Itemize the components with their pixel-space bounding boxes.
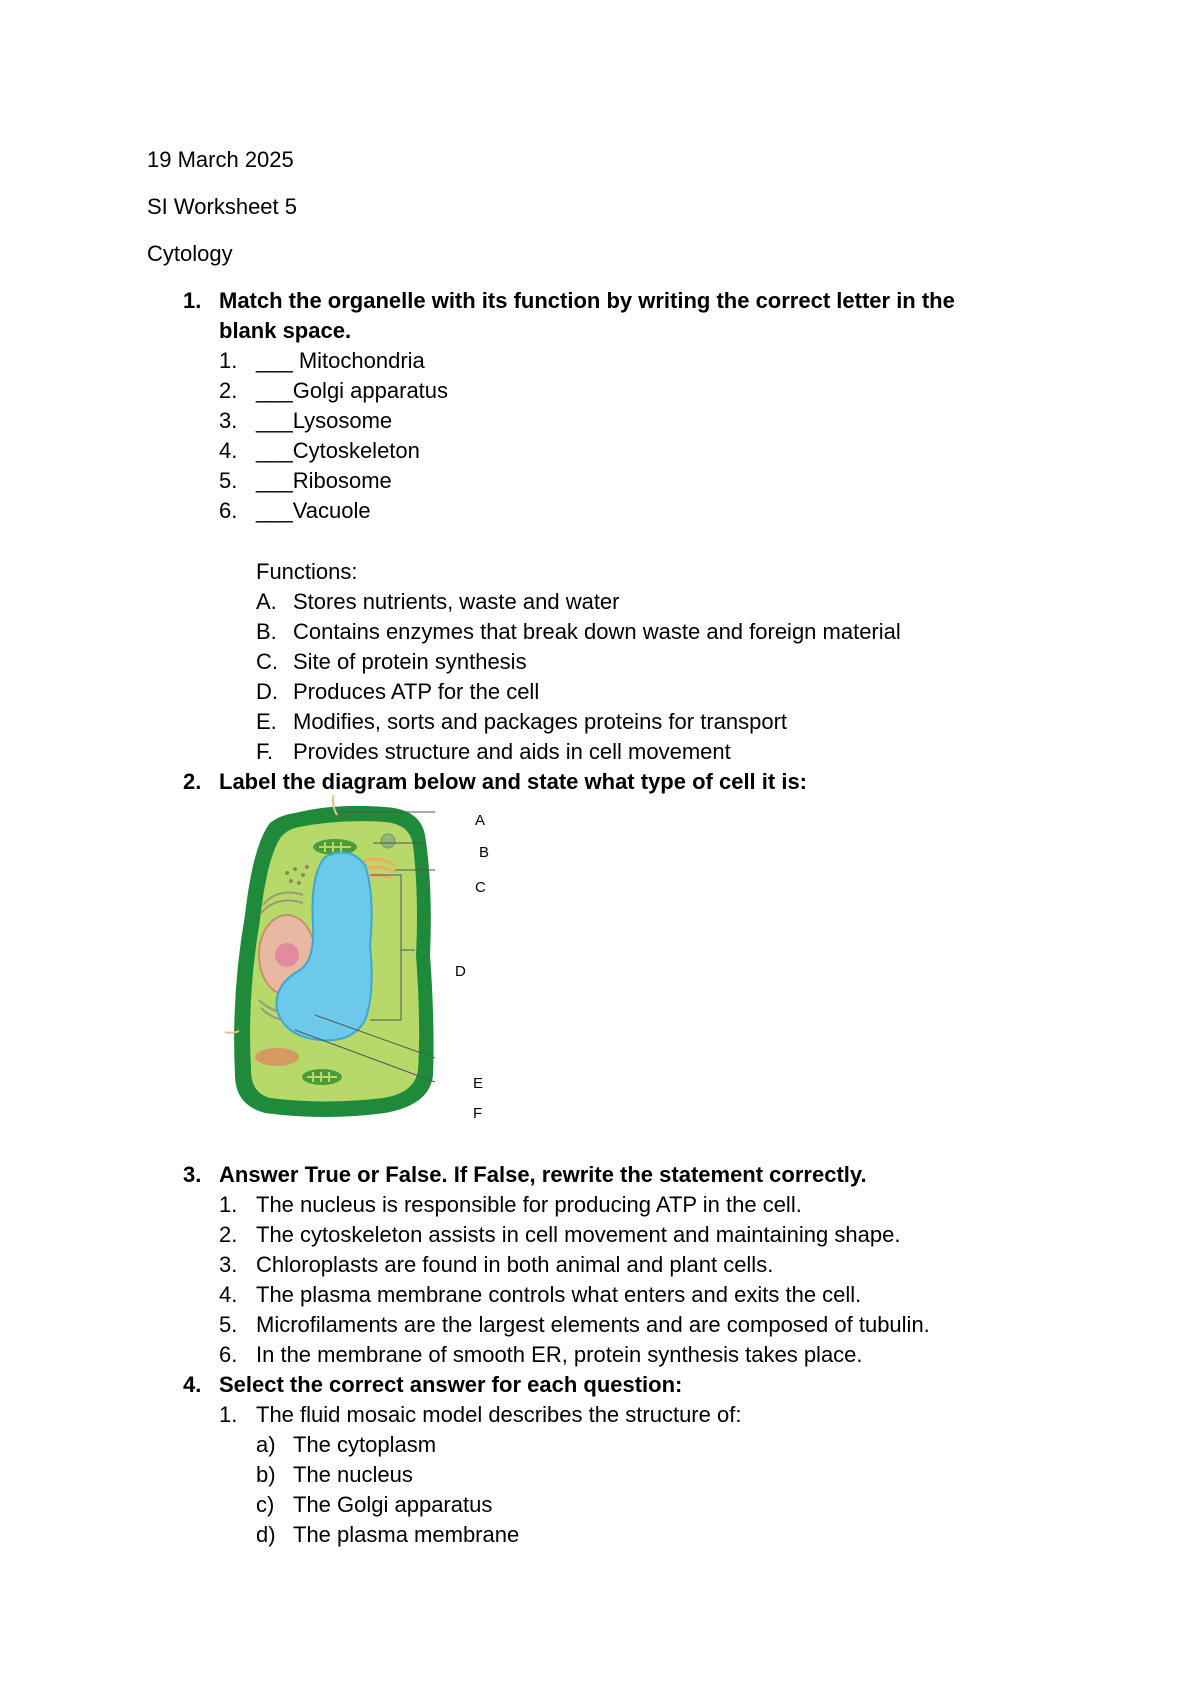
list-item: ___Vacuole (256, 498, 371, 523)
diagram-label-c: C (475, 879, 486, 896)
function-item: Contains enzymes that break down waste and foreign material (293, 619, 901, 644)
function-letter: F. (256, 739, 274, 764)
diagram-label-e: E (473, 1075, 484, 1092)
function-letter: E. (256, 709, 277, 734)
q4-sub-question: The fluid mosaic model describes the structure of: (256, 1402, 742, 1427)
list-item-number: 5. (219, 1312, 238, 1337)
list-item: The cytoskeleton assists in cell movement and maintaining shape. (256, 1222, 901, 1247)
option-letter: a) (256, 1432, 276, 1457)
q2-prompt: Label the diagram below and state what type of cell it is: (219, 769, 808, 794)
worksheet-title: SI Worksheet 5 (147, 194, 297, 219)
option-item: The cytoplasm (293, 1432, 437, 1457)
q3-prompt: Answer True or False. If False, rewrite the statement correctly. (219, 1162, 867, 1187)
diagram-label-d: D (455, 963, 466, 980)
diagram-label-b: B (479, 844, 490, 861)
function-letter: C. (256, 649, 278, 674)
function-letter: D. (256, 679, 278, 704)
function-item: Provides structure and aids in cell movement (293, 739, 731, 764)
list-item-number: 4. (219, 1282, 238, 1307)
date-text: 19 March 2025 (147, 147, 294, 172)
plant-cell-diagram (225, 795, 495, 1120)
q4-prompt: Select the correct answer for each question: (219, 1372, 683, 1397)
functions-heading: Functions: (256, 559, 358, 584)
mitochondrion (255, 1048, 299, 1066)
list-item-number: 4. (219, 438, 238, 463)
list-item: The plasma membrane controls what enters and exits the cell. (256, 1282, 862, 1307)
option-item: The plasma membrane (293, 1522, 520, 1547)
list-item: ___Lysosome (256, 408, 393, 433)
list-item: Chloroplasts are found in both animal and plant cells. (256, 1252, 774, 1277)
function-item: Site of protein synthesis (293, 649, 527, 674)
list-item: In the membrane of smooth ER, protein synthesis takes place. (256, 1342, 863, 1367)
list-item: ___ Mitochondria (256, 348, 425, 373)
list-item-number: 1. (219, 348, 238, 373)
function-letter: B. (256, 619, 277, 644)
list-item-number: 6. (219, 1342, 238, 1367)
list-item-number: 2. (219, 1222, 238, 1247)
option-letter: c) (256, 1492, 275, 1517)
function-letter: A. (256, 589, 277, 614)
list-item: ___Golgi apparatus (256, 378, 449, 403)
q4-number: 4. (183, 1372, 202, 1397)
list-item-number: 1. (219, 1192, 238, 1217)
q3-number: 3. (183, 1162, 202, 1187)
option-letter: d) (256, 1522, 276, 1547)
list-item-number: 5. (219, 468, 238, 493)
list-item-number: 6. (219, 498, 238, 523)
option-letter: b) (256, 1462, 276, 1487)
q1-prompt-line1: Match the organelle with its function by writing the correct letter in the (219, 288, 955, 313)
q4-sub-number: 1. (219, 1402, 238, 1427)
q1-prompt-line2: blank space. (219, 318, 352, 343)
option-item: The nucleus (293, 1462, 413, 1487)
list-item: ___Ribosome (256, 468, 392, 493)
vesicle (381, 834, 395, 848)
function-item: Modifies, sorts and packages proteins for transport (293, 709, 788, 734)
option-item: The Golgi apparatus (293, 1492, 493, 1517)
list-item: The nucleus is responsible for producing ATP in the cell. (256, 1192, 802, 1217)
topic-text: Cytology (147, 241, 233, 266)
q1-number: 1. (183, 288, 202, 313)
list-item-number: 2. (219, 378, 238, 403)
function-item: Stores nutrients, waste and water (293, 589, 620, 614)
diagram-label-f: F (473, 1105, 483, 1122)
list-item: Microfilaments are the largest elements and are composed of tubulin. (256, 1312, 930, 1337)
q2-number: 2. (183, 769, 202, 794)
list-item: ___Cytoskeleton (256, 438, 420, 463)
diagram-label-a: A (475, 812, 486, 829)
list-item-number: 3. (219, 408, 238, 433)
function-item: Produces ATP for the cell (293, 679, 540, 704)
nucleolus (275, 943, 299, 967)
list-item-number: 3. (219, 1252, 238, 1277)
